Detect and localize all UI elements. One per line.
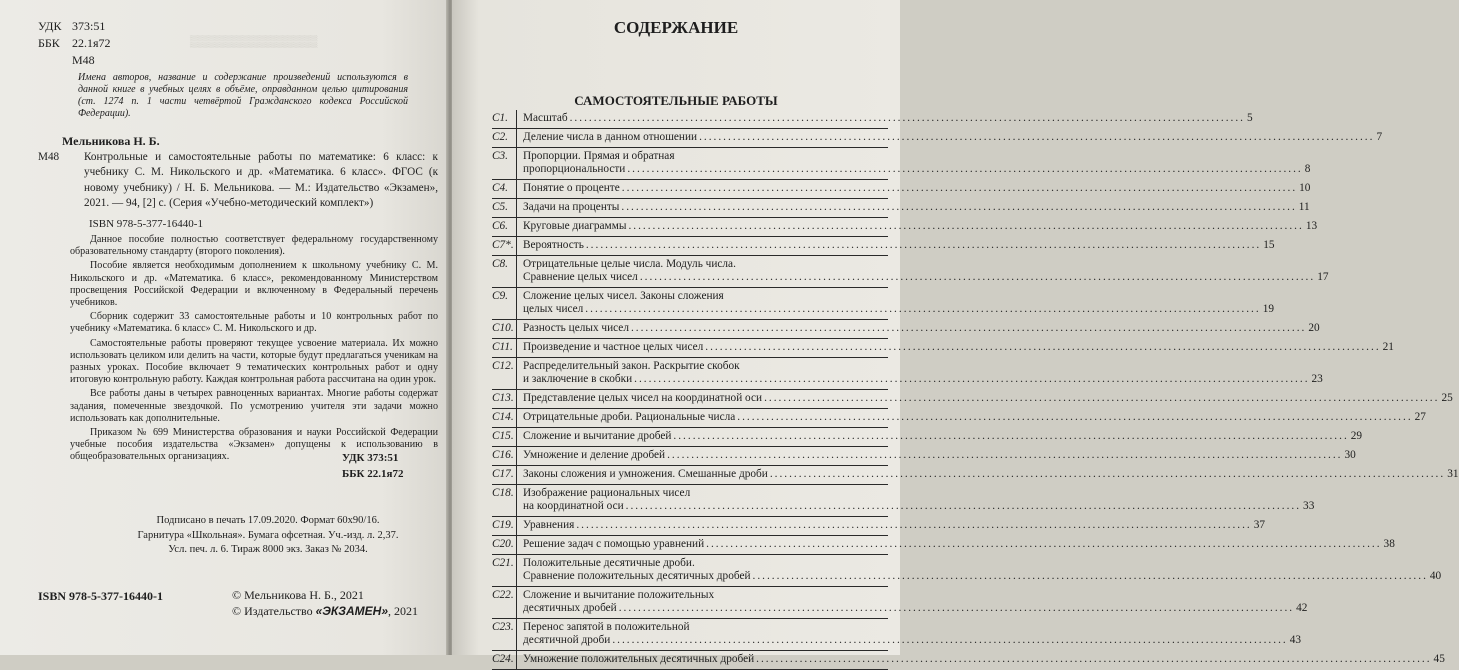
toc-entry-title: Перенос запятой в положительной bbox=[523, 621, 690, 633]
toc-entry-line bbox=[523, 621, 888, 634]
section-heading: САМОСТОЯТЕЛЬНЫЕ РАБОТЫ bbox=[574, 93, 778, 108]
toc-entry-code: С24. bbox=[492, 653, 514, 665]
dot-leader bbox=[706, 538, 1381, 551]
toc-entry-body bbox=[516, 485, 1315, 516]
dot-leader bbox=[756, 653, 1431, 666]
table-of-contents bbox=[492, 110, 1459, 670]
toc-entry-page: 27 bbox=[1414, 411, 1426, 423]
copyright-block bbox=[232, 587, 418, 619]
annotation bbox=[70, 234, 438, 466]
toc-entry-title: Положительные десятичные дроби. bbox=[523, 557, 695, 569]
toc-entry-page: 38 bbox=[1383, 538, 1395, 550]
toc-entry-title: Отрицательные дроби. Рациональные числа bbox=[523, 411, 736, 423]
toc-entry-title: десятичных дробей bbox=[523, 602, 617, 615]
dot-leader bbox=[634, 373, 1309, 386]
toc-entry-line bbox=[523, 634, 1302, 647]
toc-entry-body bbox=[516, 517, 1266, 535]
toc-entry bbox=[492, 358, 1323, 390]
toc-entry-title: и заключение в скобки bbox=[523, 373, 633, 386]
toc-entry-title: Сложение и вычитание положительных bbox=[523, 589, 715, 601]
toc-entry-code: С13. bbox=[492, 392, 514, 404]
annotation-paragraph: Сборник содержит 33 самостоятельные работы и 10 контрольных работ по учебнику «Математика. 6 класс» С. М. Никольского и др. bbox=[70, 311, 438, 335]
toc-entry-code: С6. bbox=[492, 220, 509, 232]
toc-entry-code: С9. bbox=[492, 290, 509, 302]
isbn-footer: ISBN 978-5-377-16440-1 bbox=[38, 589, 163, 603]
dot-leader bbox=[737, 411, 1412, 424]
dot-leader bbox=[699, 131, 1374, 144]
toc-entry-title: Пропорции. Прямая и обратная bbox=[523, 150, 675, 162]
toc-entry-page: 37 bbox=[1253, 519, 1266, 531]
imprint-line: Подписано в печать 17.09.2020. Формат 60x90/16. bbox=[156, 515, 380, 526]
toc-entry-title: Задачи на проценты bbox=[523, 201, 620, 213]
toc-entry-title: на координатной оси bbox=[523, 500, 624, 513]
annotation-paragraph: Самостоятельные работы проверяют текущее усвоение материала. Их можно использовать целиком или делить на части, которые будут предлагаться ученикам на разных уроках. Пособие включает 9 тематических контрольных работ и одну итоговую контрольную работу. Каждая контрольная работа рассчитана на один урок. bbox=[70, 337, 438, 386]
toc-entry-code: С16. bbox=[492, 449, 514, 461]
toc-entry-line bbox=[523, 449, 1356, 462]
toc-entry bbox=[492, 180, 1311, 199]
toc-entry-line bbox=[523, 271, 1329, 284]
toc-entry bbox=[492, 409, 1426, 428]
annotation-paragraph: Пособие является необходимым дополнением к школьному учебнику С. М. Никольского и др. «Математика. 6 класс», рекомендованному Министерством просвещения Российской Федерации и включенному в Федеральный перечень учебников. bbox=[70, 260, 438, 309]
toc-entry bbox=[492, 256, 1329, 288]
toc-entry-line bbox=[523, 220, 1318, 233]
toc-entry-line bbox=[523, 653, 1445, 666]
toc-entry-body bbox=[516, 358, 1323, 389]
toc-entry-page: 20 bbox=[1308, 322, 1320, 334]
toc-entry-body bbox=[516, 447, 1356, 465]
toc-entry-page: 29 bbox=[1350, 430, 1363, 442]
toc-entry-line bbox=[523, 201, 1310, 214]
toc-entry-code: С23. bbox=[492, 621, 514, 633]
toc-entry-body bbox=[516, 110, 1253, 128]
toc-entry bbox=[492, 485, 1315, 517]
toc-entry bbox=[492, 587, 1308, 619]
toc-entry bbox=[492, 288, 1274, 320]
copyright-notice: Имена авторов, название и содержание произведений используются в данной книге в учебных целях в объёме, оправданном целью цитирования (ст. 1274 п. 1 части четвёртой Гражданского кодекса Российской Федерации). bbox=[78, 72, 408, 119]
toc-entry-body bbox=[516, 148, 1311, 179]
dot-leader bbox=[640, 271, 1315, 284]
toc-entry-line bbox=[523, 112, 1253, 125]
dot-leader bbox=[622, 182, 1297, 195]
toc-entry-title: Разность целых чисел bbox=[523, 322, 629, 334]
toc-entry-line bbox=[523, 182, 1311, 195]
author-sign-row: M48 bbox=[72, 53, 95, 67]
toc-entry-code: С21. bbox=[492, 557, 514, 569]
toc-entry bbox=[492, 619, 1302, 651]
toc-entry-page: 30 bbox=[1344, 449, 1356, 461]
dot-leader bbox=[770, 468, 1445, 481]
toc-entry-title: Распределительный закон. Раскрытие скобок bbox=[523, 360, 740, 372]
dot-leader bbox=[585, 303, 1260, 316]
dot-leader bbox=[619, 602, 1294, 615]
udk-row: УДК 373:51 bbox=[38, 19, 106, 33]
toc-entry-code: С22. bbox=[492, 589, 514, 601]
toc-entry-title: Отрицательные целые числа. Модуль числа. bbox=[523, 258, 736, 270]
toc-entry-title: Вероятность bbox=[523, 239, 584, 251]
toc-entry-body bbox=[516, 320, 1320, 338]
contents-title: СОДЕРЖАНИЕ bbox=[613, 18, 739, 37]
toc-entry-line bbox=[523, 430, 1363, 443]
toc-entry-title: Круговые диаграммы bbox=[523, 220, 627, 232]
toc-entry-page: 19 bbox=[1262, 303, 1274, 316]
annotation-paragraph: Данное пособие полностью соответствует федеральному государственному образовательному стандарту (второго поколения). bbox=[70, 234, 438, 258]
toc-entry-line bbox=[523, 360, 888, 373]
toc-entry-page: 25 bbox=[1441, 392, 1453, 404]
toc-entry-title: Сложение и вычитание дробей bbox=[523, 430, 672, 442]
toc-entry-code: С5. bbox=[492, 201, 509, 213]
toc-entry-line bbox=[523, 468, 1459, 481]
toc-entry-page: 8 bbox=[1304, 163, 1311, 176]
toc-entry bbox=[492, 651, 1445, 670]
copyright-publisher: © Издательство «ЭКЗАМЕН», 2021 bbox=[232, 604, 419, 618]
toc-entry bbox=[492, 148, 1311, 180]
bbk-row: ББК 22.1я72 bbox=[38, 36, 111, 50]
toc-entry-line bbox=[523, 373, 1323, 386]
toc-entry bbox=[492, 129, 1383, 148]
toc-entry-code: С8. bbox=[492, 258, 509, 270]
bibliographic-record bbox=[38, 150, 438, 212]
toc-entry bbox=[492, 110, 1253, 129]
toc-entry bbox=[492, 428, 1363, 447]
toc-entry-body bbox=[516, 199, 1310, 217]
toc-entry-title: Законы сложения и умножения. Смешанные дроби bbox=[523, 468, 768, 480]
toc-entry-code: С10. bbox=[492, 322, 514, 334]
toc-entry bbox=[492, 237, 1275, 256]
toc-entry-body bbox=[516, 587, 1308, 618]
toc-entry-body bbox=[516, 180, 1311, 198]
dot-leader bbox=[673, 430, 1348, 443]
bibliographic-text: Контрольные и самостоятельные работы по математике: 6 класс: к учебнику С. М. Никольского и др. «Математика. 6 класс». ФГОС (к новому учебнику) / Н. Б. Мельникова. — М.: Издательство «Экзамен», 2021. — 94, [2] с. (Серия «Учебно-методический комплект») bbox=[84, 151, 438, 210]
toc-entry-code: С12. bbox=[492, 360, 514, 372]
toc-entry-title: Сравнение целых чисел bbox=[523, 271, 638, 284]
toc-entry-body bbox=[516, 288, 1274, 319]
dot-leader bbox=[586, 239, 1261, 252]
toc-entry-body bbox=[516, 218, 1318, 236]
toc-entry-page: 10 bbox=[1299, 182, 1311, 194]
toc-entry bbox=[492, 320, 1320, 339]
toc-entry-code: С7*. bbox=[492, 239, 514, 251]
toc-entry-code: С15. bbox=[492, 430, 514, 442]
toc-entry-title: Решение задач с помощью уравнений bbox=[523, 538, 705, 550]
toc-entry-page: 23 bbox=[1311, 373, 1323, 386]
toc-entry-code: С20. bbox=[492, 538, 514, 550]
toc-entry-line bbox=[523, 589, 888, 602]
author-sign-code: M48 bbox=[38, 151, 60, 163]
toc-entry-page: 40 bbox=[1429, 570, 1442, 583]
toc-entry-line bbox=[523, 519, 1266, 532]
toc-entry-title: Умножение положительных десятичных дробей bbox=[523, 653, 755, 665]
dot-leader bbox=[570, 112, 1245, 125]
show-through-text: ▒▒▒▒▒▒▒▒▒▒▒▒▒▒▒ bbox=[190, 34, 318, 48]
toc-entry-page: 17 bbox=[1317, 271, 1329, 284]
toc-entry-body bbox=[516, 339, 1394, 357]
toc-entry-page: 21 bbox=[1382, 341, 1394, 353]
copyright-author: © Мельникова Н. Б., 2021 bbox=[232, 588, 364, 602]
toc-entry-line bbox=[523, 602, 1308, 615]
toc-entry-body bbox=[516, 428, 1363, 446]
toc-entry bbox=[492, 199, 1310, 218]
toc-entry-page: 42 bbox=[1296, 602, 1308, 615]
toc-entry-title: пропорциональности bbox=[523, 163, 626, 176]
toc-entry-page: 31 bbox=[1447, 468, 1459, 480]
toc-entry-line bbox=[523, 538, 1395, 551]
toc-entry-page: 13 bbox=[1305, 220, 1318, 232]
toc-entry-line bbox=[523, 239, 1275, 252]
left-page bbox=[0, 0, 448, 655]
isbn-inline: ISBN 978-5-377-16440-1 bbox=[89, 218, 203, 230]
toc-entry-body bbox=[516, 619, 1302, 650]
toc-entry-body bbox=[516, 651, 1445, 669]
right-page bbox=[452, 0, 1459, 665]
toc-entry-title: десятичной дроби bbox=[523, 634, 611, 647]
toc-entry-body bbox=[516, 256, 1329, 287]
toc-entry-line bbox=[523, 131, 1383, 144]
toc-entry-title: Произведение и частное целых чисел bbox=[523, 341, 704, 353]
toc-entry-body bbox=[516, 129, 1383, 147]
toc-entry-title: Понятие о проценте bbox=[523, 182, 620, 194]
dot-leader bbox=[621, 201, 1296, 214]
toc-entry-page: 45 bbox=[1433, 653, 1445, 665]
toc-entry-page: 7 bbox=[1376, 131, 1383, 143]
toc-entry-code: С14. bbox=[492, 411, 514, 423]
toc-entry-title: Изображение рациональных чисел bbox=[523, 487, 691, 499]
toc-entry-line bbox=[523, 570, 1442, 583]
toc-entry-code: С2. bbox=[492, 131, 509, 143]
toc-entry-code: С11. bbox=[492, 341, 513, 353]
toc-entry-code: С18. bbox=[492, 487, 514, 499]
toc-entry-page: 5 bbox=[1247, 112, 1253, 124]
dot-leader bbox=[764, 392, 1439, 405]
dot-leader bbox=[627, 163, 1302, 176]
imprint-block bbox=[118, 514, 418, 558]
toc-entry-line bbox=[523, 392, 1453, 405]
udk-bottom: УДК 373:51 ББК 22.1я72 bbox=[342, 452, 404, 480]
toc-entry-body bbox=[516, 466, 1459, 484]
toc-entry-page: 11 bbox=[1298, 201, 1310, 213]
toc-entry-line bbox=[523, 341, 1394, 354]
toc-entry-code: С1. bbox=[492, 112, 509, 124]
toc-entry bbox=[492, 218, 1318, 237]
dot-leader bbox=[631, 322, 1306, 335]
dot-leader bbox=[705, 341, 1380, 354]
author-name: Мельникова Н. Б. bbox=[62, 134, 160, 148]
toc-entry bbox=[492, 466, 1459, 485]
toc-entry-title: Умножение и деление дробей bbox=[523, 449, 666, 461]
dot-leader bbox=[576, 519, 1251, 532]
imprint-line: Усл. печ. л. 6. Тираж 8000 экз. Заказ № 2034. bbox=[168, 544, 368, 555]
toc-entry-page: 33 bbox=[1303, 500, 1315, 513]
dot-leader bbox=[628, 220, 1303, 233]
toc-entry-page: 15 bbox=[1263, 239, 1275, 251]
toc-entry-body bbox=[516, 390, 1453, 408]
udk-block bbox=[38, 18, 111, 69]
toc-entry-code: С4. bbox=[492, 182, 509, 194]
annotation-paragraph: Приказом № 699 Министерства образования и науки Российской Федерации учебные пособия издательства «Экзамен» допущены к использованию в общеобразовательных организациях. bbox=[70, 427, 438, 463]
dot-leader bbox=[753, 570, 1428, 583]
toc-entry-code: С3. bbox=[492, 150, 509, 162]
publisher-name: «ЭКЗАМЕН» bbox=[315, 604, 389, 618]
toc-entry-line bbox=[523, 557, 888, 570]
toc-entry-title: Представление целых чисел на координатной оси bbox=[523, 392, 763, 404]
toc-entry-body bbox=[516, 409, 1426, 427]
toc-entry bbox=[492, 555, 1442, 587]
toc-entry-line bbox=[523, 163, 1311, 176]
toc-entry-line bbox=[523, 290, 888, 303]
toc-entry-body bbox=[516, 555, 1442, 586]
toc-entry-body bbox=[516, 237, 1275, 255]
toc-entry bbox=[492, 390, 1453, 409]
toc-entry-line bbox=[523, 258, 888, 271]
toc-entry-line bbox=[523, 500, 1315, 513]
toc-entry-title: целых чисел bbox=[523, 303, 584, 316]
toc-entry-code: С17. bbox=[492, 468, 514, 480]
toc-entry-line bbox=[523, 322, 1320, 335]
toc-entry-line bbox=[523, 150, 888, 163]
toc-entry-title: Уравнения bbox=[523, 519, 575, 531]
toc-entry-title: Сравнение положительных десятичных дробей bbox=[523, 570, 751, 583]
dot-leader bbox=[626, 500, 1301, 513]
annotation-paragraph: Все работы даны в четырех равноценных вариантах. Многие работы содержат задания, помеченные звездочкой. По усмотрению учителя эти задачи можно использовать как дополнительные. bbox=[70, 388, 438, 424]
toc-entry bbox=[492, 536, 1395, 555]
toc-entry bbox=[492, 339, 1394, 358]
toc-entry bbox=[492, 517, 1266, 536]
toc-entry-line bbox=[523, 487, 888, 500]
toc-entry-title: Сложение целых чисел. Законы сложения bbox=[523, 290, 724, 302]
imprint-line: Гарнитура «Школьная». Бумага офсетная. Уч.-изд. л. 2,37. bbox=[137, 529, 399, 541]
toc-entry-line bbox=[523, 303, 1274, 316]
toc-entry-page: 43 bbox=[1289, 634, 1302, 647]
toc-entry-line bbox=[523, 411, 1426, 424]
dot-leader bbox=[667, 449, 1342, 462]
dot-leader bbox=[612, 634, 1287, 647]
toc-entry-title: Деление числа в данном отношении bbox=[523, 131, 698, 143]
toc-entry-title: Масштаб bbox=[523, 112, 568, 124]
toc-entry-code: С19. bbox=[492, 519, 514, 531]
toc-entry bbox=[492, 447, 1356, 466]
toc-entry-body bbox=[516, 536, 1395, 554]
